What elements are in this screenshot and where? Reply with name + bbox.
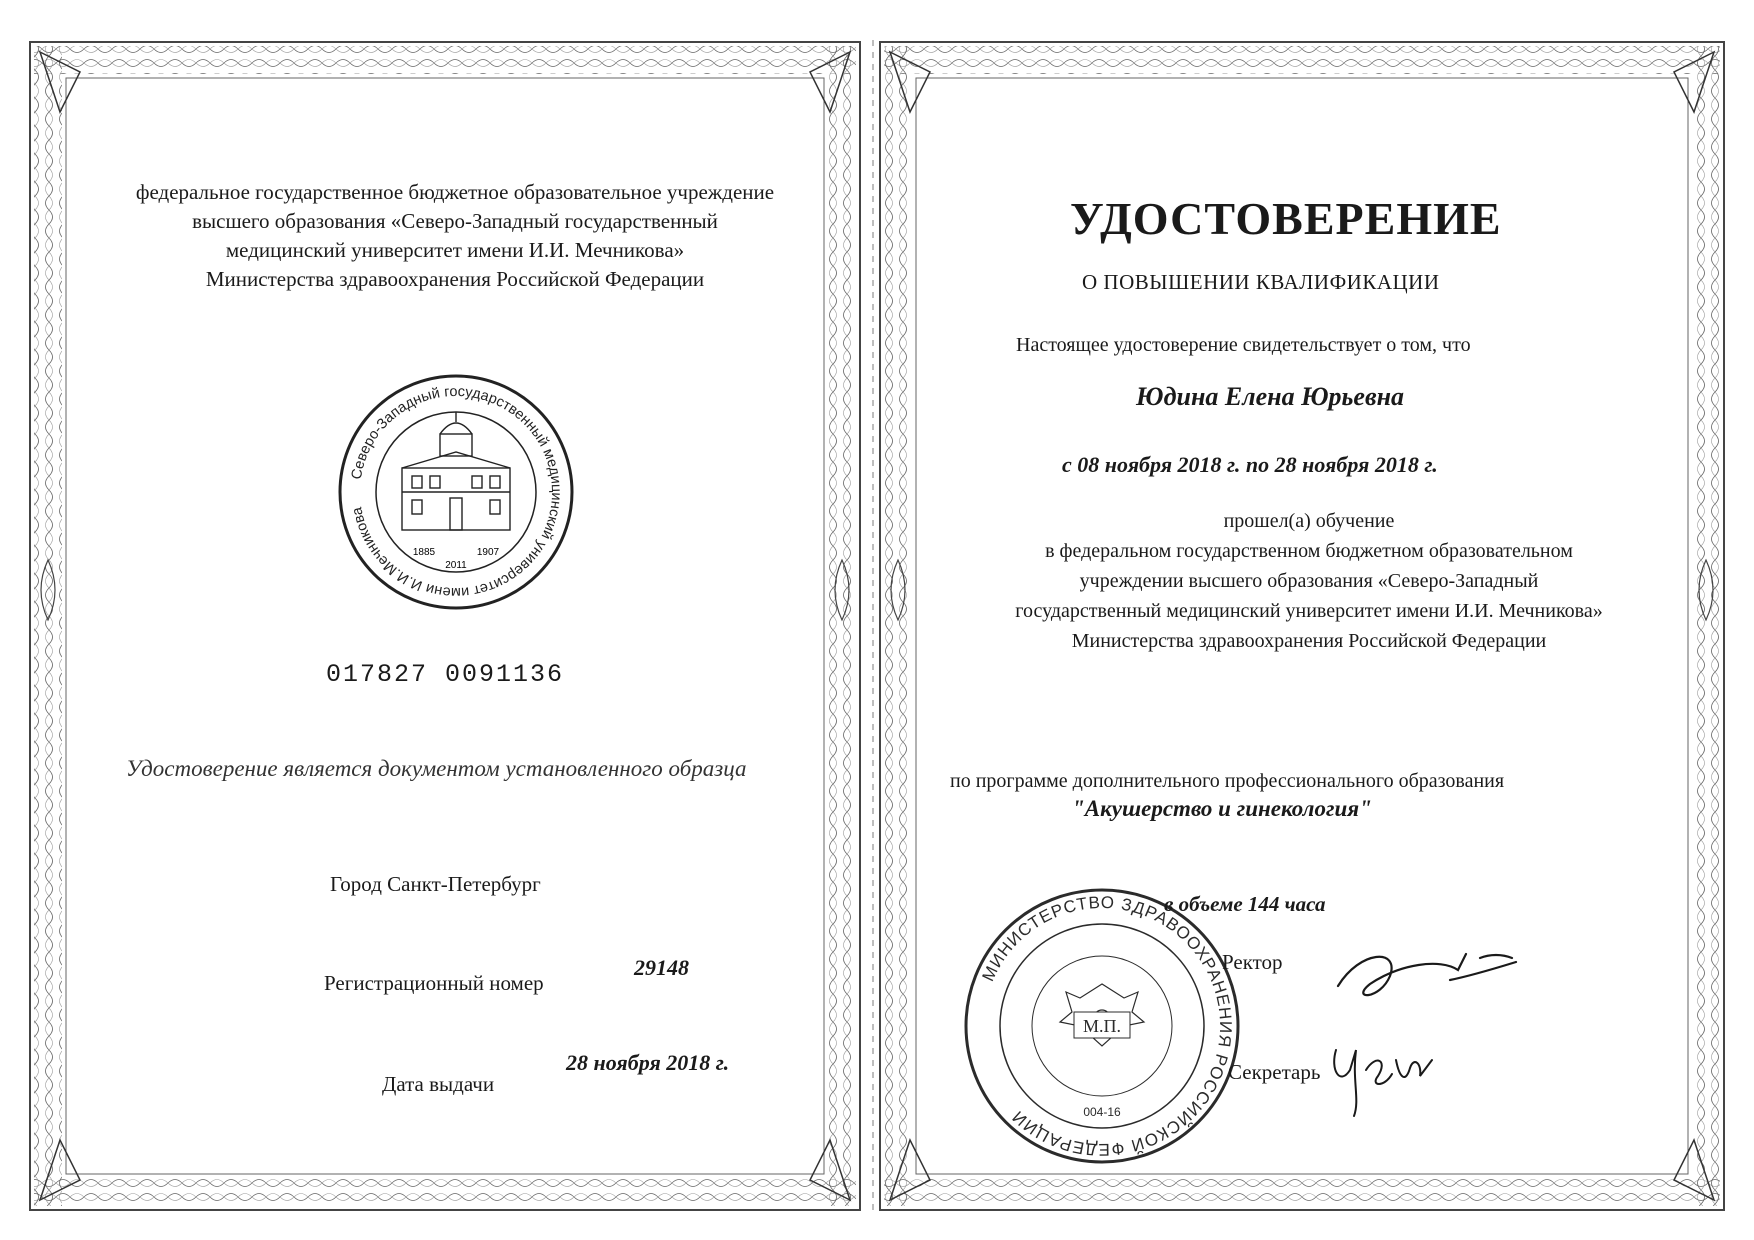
seal-year-bottom: 2011 xyxy=(445,560,467,571)
seal-year-right: 1907 xyxy=(476,547,500,558)
stamp-outer-text: МИНИСТЕРСТВО ЗДРАВООХРАНЕНИЯ РОССИЙСКОЙ ФЕДЕРАЦИИ xyxy=(978,892,1236,1160)
intro-text: Настоящее удостоверение свидетельствует о том, что xyxy=(1016,334,1471,356)
issue-date-label: Дата выдачи xyxy=(382,1072,495,1096)
left-institution-line: медицинский университет имени И.И. Мечникова» xyxy=(225,238,685,262)
registration-number: 29148 xyxy=(634,955,689,980)
training-period: с 08 ноября 2018 г. по 28 ноября 2018 г. xyxy=(1062,452,1438,477)
registration-label: Регистрационный номер xyxy=(324,971,544,995)
university-seal xyxy=(336,372,576,612)
building-icon xyxy=(402,412,510,530)
certificate-title: УДОСТОВЕРЕНИЕ xyxy=(1070,193,1502,244)
program-name: "Акушерство и гинекология" xyxy=(1072,796,1372,821)
training-block xyxy=(924,506,1694,656)
training-line: Министерства здравоохранения Российской Федерации xyxy=(1071,630,1547,652)
training-line: государственный медицинский университет имени И.И. Мечникова» xyxy=(1015,600,1603,622)
document-note: Удостоверение является документом установленного образца xyxy=(126,756,747,781)
rector-signature xyxy=(1330,940,1520,1010)
certificate-subtitle: О ПОВЫШЕНИИ КВАЛИФИКАЦИИ xyxy=(1082,270,1440,294)
program-volume: в объеме 144 часа xyxy=(1164,892,1326,916)
left-institution-line: высшего образования «Северо-Западный государственный xyxy=(192,209,718,233)
left-institution-line: федеральное государственное бюджетное образовательное учреждение xyxy=(135,180,775,204)
secretary-label: Секретарь xyxy=(1228,1060,1321,1084)
rector-label: Ректор xyxy=(1222,950,1283,974)
stamp-center-text: М.П. xyxy=(1082,1016,1122,1036)
training-line: учреждении высшего образования «Северо-Западный xyxy=(1079,570,1539,592)
left-institution-block xyxy=(90,178,820,294)
left-institution-line: Министерства здравоохранения Российской Федерации xyxy=(205,267,705,291)
training-line: в федеральном государственном бюджетном образовательном xyxy=(1045,540,1573,562)
seal-year-left: 1885 xyxy=(412,547,436,558)
person-name: Юдина Елена Юрьевна xyxy=(1136,382,1405,411)
serial-number: 017827 0091136 xyxy=(326,660,565,689)
stamp-code: 004-16 xyxy=(1083,1105,1121,1119)
program-label: по программе дополнительного профессионального образования xyxy=(950,770,1505,792)
spread-fold xyxy=(872,40,874,1210)
secretary-signature xyxy=(1326,1030,1436,1120)
issue-date: 28 ноября 2018 г. xyxy=(566,1050,730,1075)
city: Город Санкт-Петербург xyxy=(330,872,541,896)
seal-ring-text: Северо-Западный государственный медицинский университет имени И.И.Мечникова xyxy=(348,383,565,601)
official-stamp xyxy=(962,886,1242,1166)
training-line: прошел(а) обучение xyxy=(1223,510,1395,532)
